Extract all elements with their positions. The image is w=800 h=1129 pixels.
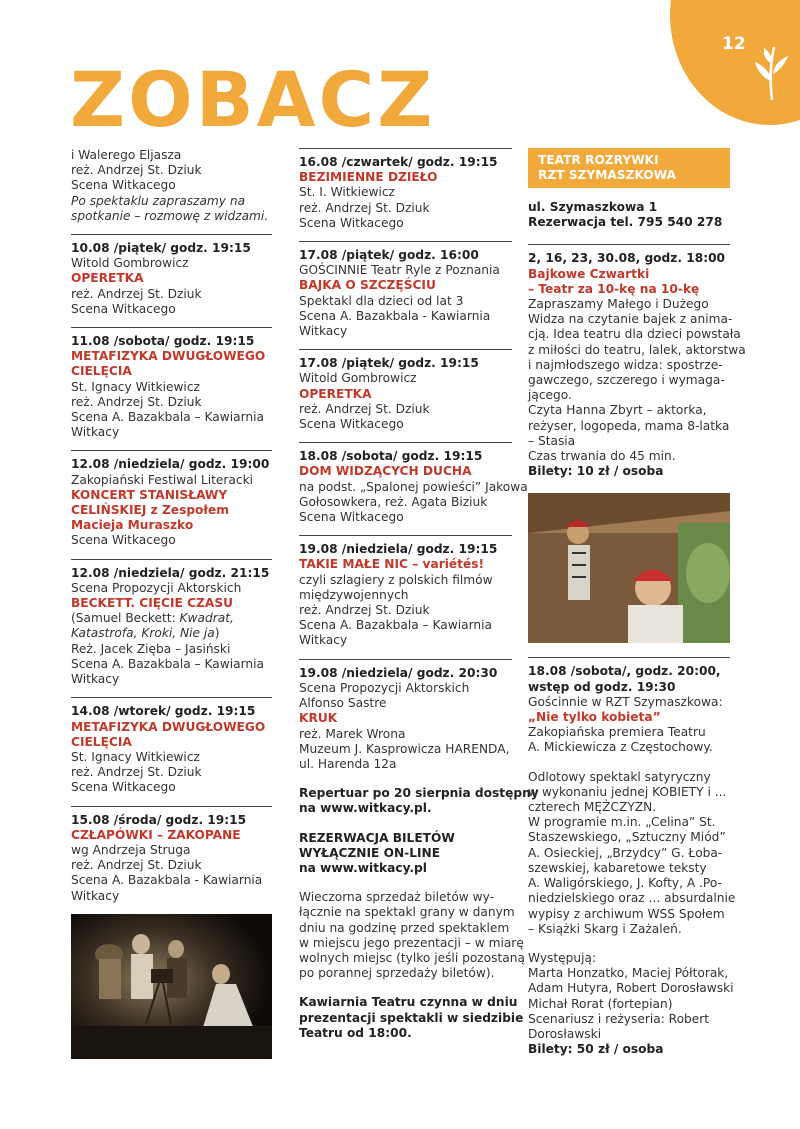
event-date: 12.08 /niedziela/ godz. 21:15 (71, 565, 270, 580)
theatre-photo-czlapowki (71, 914, 272, 1059)
event-block (71, 327, 272, 450)
event-title: Bajkowe Czwartki (528, 266, 650, 281)
address-line: ul. Szymaszkowa 1 (528, 200, 658, 214)
event-line: Czyta Hanna Zbyrt – aktorka, (528, 403, 707, 418)
event-line: St. Ignacy Witkiewicz (71, 749, 200, 764)
booking-line: REZERWACJA BILETÓW (299, 830, 455, 845)
event-line: Scena A. Bazakbala – Kawiarnia (71, 410, 264, 425)
event-line: Scena A. Bazakbala – Kawiarnia (71, 656, 264, 671)
event-line: Witkacy (299, 324, 348, 339)
event-pre: Scena Propozycji Aktorskich (299, 680, 470, 695)
event-desc: czterech MĘŻCZYZN. (528, 800, 657, 815)
event-title: OPERETKA (299, 386, 372, 401)
event-desc: niedzielskiego oraz ... absurdalnie (528, 891, 736, 906)
event-price: Bilety: 50 zł / osoba (528, 1042, 664, 1057)
event-line: St. I. Witkiewicz (299, 185, 395, 200)
event-line: Reż. Jacek Zięba – Jasiński (71, 641, 231, 656)
event-block (299, 241, 512, 349)
event-block (528, 657, 736, 1067)
event-date: 10.08 /piątek/ godz. 19:15 (71, 241, 251, 256)
event-date: 19.08 /niedziela/ godz. 20:30 (299, 665, 498, 680)
event-title: BEZIMIENNE DZIEŁO (299, 170, 438, 185)
event-date: wstęp od godz. 19:30 (528, 679, 676, 694)
event-date: 11.08 /sobota/ godz. 19:15 (71, 334, 255, 349)
event-pre: GOŚCINNIE Teatr Ryle z Poznania (299, 263, 500, 278)
event-note-part: (Samuel Beckett: (71, 611, 180, 626)
event-date: 14.08 /wtorek/ godz. 19:15 (71, 704, 256, 719)
event-line: międzywojennych (299, 587, 409, 602)
event-block (71, 234, 272, 327)
venue-address (528, 200, 730, 244)
event-desc: Staszewskiego, „Sztuczny Miód” (528, 830, 726, 845)
column-left (71, 148, 272, 1059)
event-title: – Teatr za 10-kę na 10-kę (528, 281, 700, 296)
event-block (299, 349, 512, 442)
event-line: reżyser, logopeda, mama 8-latka (528, 418, 730, 433)
event-line: Spektakl dla dzieci od lat 3 (299, 293, 464, 308)
event-title: KRUK (299, 711, 338, 726)
event-note-part: Katastrofa, Kroki, Nie ja (71, 626, 215, 641)
cast-line: Michał Rorat (fortepian) (528, 996, 673, 1011)
booking-note (299, 831, 512, 877)
event-note-part: ) (214, 626, 220, 641)
venue-header-line: TEATR ROZRYWKI (538, 153, 659, 167)
event-title: DOM WIDZĄCYCH DUCHA (299, 464, 472, 479)
page-number: 12 (722, 34, 746, 54)
event-block (71, 450, 272, 558)
event-line: wg Andrzeja Struga (71, 842, 191, 857)
event-title: CIELĘCIA (71, 734, 132, 749)
phone-line: Rezerwacja tel. 795 540 278 (528, 215, 723, 230)
event-block (299, 442, 528, 535)
cast-line: Scenariusz i reżyseria: Robert (528, 1011, 710, 1026)
repertoire-line: na www.witkacy.pl. (299, 801, 432, 816)
event-line: z miłości do teatru, lalek, aktorstwa (528, 342, 746, 357)
theatre-photo-puppet (528, 493, 730, 643)
event-line: – Stasia (528, 433, 576, 448)
event-line: Witkacy (299, 633, 348, 648)
event-line: Widza na czytanie bajek z anima- (528, 312, 733, 327)
booking-line: WYŁĄCZNIE ON-LINE (299, 845, 441, 860)
intro-line: i Walerego Eljasza (71, 148, 182, 162)
event-line: Scena Witkacego (71, 533, 176, 548)
event-block (71, 697, 272, 805)
event-note (71, 611, 272, 626)
cafe-line: Kawiarnia Teatru czynna w dniu (299, 995, 518, 1010)
event-desc: wypisy z archiwum WSS Społem (528, 906, 725, 921)
event-title: OPERETKA (71, 271, 144, 286)
sales-line: po porannej sprzedaży biletów). (299, 966, 495, 981)
event-block (299, 148, 512, 241)
event-title: CZŁAPÓWKI – ZAKOPANE (71, 827, 241, 842)
event-title: METAFIZYKA DWUGŁOWEGO (71, 349, 266, 364)
event-line: A. Mickiewicza z Częstochowy. (528, 740, 713, 755)
event-line: reż. Andrzej St. Dziuk (71, 394, 202, 409)
event-title: BAJKA O SZCZĘŚCIU (299, 278, 436, 293)
event-date: 12.08 /niedziela/ godz. 19:00 (71, 457, 270, 472)
event-line: Muzeum J. Kasprowicza HARENDA, (299, 741, 510, 756)
event-price: Bilety: 10 zł / osoba (528, 464, 664, 479)
event-note-part: Kwadrat, (179, 611, 234, 626)
column-right (528, 148, 746, 1067)
event-desc: W programie m.in. „Celina” St. (528, 815, 716, 830)
event-line: gawczego, szczerego i wymaga- (528, 373, 725, 388)
event-date: 18.08 /sobota/ godz. 19:15 (299, 449, 483, 464)
sales-line: w miejscu jego prezentacji – w miarę (299, 935, 524, 950)
venue-header-line: RZT SZYMASZKOWA (538, 168, 676, 182)
event-line: Witkacy (71, 425, 120, 440)
event-desc: w wykonaniu jednej KOBIETY i ... (528, 784, 727, 799)
intro-block (71, 148, 272, 234)
event-date: 19.08 /niedziela/ godz. 19:15 (299, 542, 498, 557)
event-line: Scena Witkacego (71, 780, 176, 795)
event-line: reż. Andrzej St. Dziuk (71, 286, 202, 301)
cafe-line: Teatru od 18:00. (299, 1025, 412, 1040)
event-pre: Zakopiański Festiwal Literacki (71, 472, 254, 487)
event-line: St. Ignacy Witkiewicz (71, 379, 200, 394)
page-title: ZOBACZ (70, 55, 436, 144)
event-title: BECKETT. CIĘCIE CZASU (71, 596, 233, 611)
sales-line: wolnych miejsc (tylko jeśli pozostaną (299, 950, 525, 965)
event-desc: A. Waligórskiego, J. Kofty, A .Po- (528, 876, 722, 891)
event-title: „Nie tylko kobieta” (528, 710, 661, 725)
intro-line: Scena Witkacego (71, 178, 176, 193)
event-line: reż. Andrzej St. Dziuk (71, 858, 202, 873)
event-line: Scena Witkacego (299, 215, 404, 230)
wheat-leaf-icon (752, 42, 792, 102)
event-line: ul. Harenda 12a (299, 756, 397, 771)
event-line: Scena Witkacego (71, 301, 176, 316)
event-line: Czas trwania do 45 min. (528, 449, 676, 464)
cafe-line: prezentacji spektakli w siedzibie (299, 1010, 524, 1025)
event-title: Macieja Muraszko (71, 518, 194, 533)
event-title: CIELĘCIA (71, 364, 132, 379)
cast-line: Dorosławski (528, 1026, 602, 1041)
repertoire-line: Repertuar po 20 sierpnia dostępny (299, 786, 539, 801)
event-date: 18.08 /sobota/, godz. 20:00, (528, 664, 721, 679)
repertoire-note (299, 786, 539, 816)
event-line: Scena A. Bazakbala - Kawiarnia (299, 308, 491, 323)
event-line: Gołosowkera, reż. Agata Biziuk (299, 494, 488, 509)
event-title: TAKIE MAŁE NIC – variétés! (299, 557, 485, 572)
event-line: reż. Andrzej St. Dziuk (71, 765, 202, 780)
cafe-info (299, 995, 524, 1041)
event-line: Witkacy (71, 672, 120, 687)
event-block (71, 559, 272, 698)
event-title: KONCERT STANISŁAWY (71, 487, 228, 502)
sales-line: łącznie na spektakl grany w danym (299, 905, 515, 920)
event-line: Scena Witkacego (299, 510, 404, 525)
booking-link[interactable]: na www.witkacy.pl (299, 860, 427, 875)
intro-note: Po spektaklu zapraszamy na (71, 193, 246, 208)
event-desc: szewskiej, kabaretowe teksty (528, 860, 707, 875)
event-line: Zakopiańska premiera Teatru (528, 725, 706, 740)
event-line: na podst. „Spalonej powieści” Jakowa (299, 479, 528, 494)
event-desc: – Książki Skarg i Zażaleń. (528, 921, 682, 936)
event-line: jącego. (528, 388, 572, 403)
event-title: METAFIZYKA DWUGŁOWEGO (71, 719, 266, 734)
event-pre: Gościnnie w RZT Szymaszkowa: (528, 694, 723, 709)
event-line: czyli szlagiery z polskich filmów (299, 572, 493, 587)
event-line: Scena Witkacego (299, 417, 404, 432)
sales-line: dniu na godzinę przed spektaklem (299, 920, 510, 935)
event-author: Witold Gombrowicz (71, 256, 189, 271)
event-line: reż. Marek Wrona (299, 726, 406, 741)
event-date: 15.08 /środa/ godz. 19:15 (71, 812, 247, 827)
intro-line: reż. Andrzej St. Dziuk (71, 163, 202, 178)
event-pre: Alfonso Sastre (299, 696, 387, 711)
event-block (299, 659, 512, 782)
event-date: 16.08 /czwartek/ godz. 19:15 (299, 155, 498, 169)
event-block (528, 244, 746, 489)
event-line: i najmłodszego widza: spostrze- (528, 357, 723, 372)
event-line: Scena A. Bazakbala - Kawiarnia (71, 873, 263, 888)
event-author: Witold Gombrowicz (299, 371, 417, 386)
cast-line: Adam Hutyra, Robert Dorosławski (528, 981, 734, 996)
event-date: 17.08 /piątek/ godz. 16:00 (299, 248, 479, 263)
event-line: Zapraszamy Małego i Dużego (528, 297, 709, 312)
event-date: 2, 16, 23, 30.08, godz. 18:00 (528, 251, 726, 266)
event-block (299, 535, 512, 658)
event-date: 17.08 /piątek/ godz. 19:15 (299, 356, 479, 371)
event-line: cją. Idea teatru dla dzieci powstała (528, 327, 741, 342)
venue-header (528, 148, 730, 188)
cast-heading: Występują: (528, 950, 597, 965)
event-line: reż. Andrzej St. Dziuk (299, 200, 430, 215)
sales-line: Wieczorna sprzedaż biletów wy- (299, 890, 494, 905)
event-title: CELIŃSKIEJ z Zespołem (71, 503, 229, 518)
event-desc: A. Osieckiej, „Brzydcy” G. Łoba- (528, 845, 723, 860)
sales-info (299, 890, 525, 981)
event-desc: Odlotowy spektakl satyryczny (528, 769, 711, 784)
event-note (71, 626, 272, 641)
column-middle (299, 148, 539, 1041)
cast-line: Marta Honzatko, Maciej Półtorak, (528, 966, 729, 981)
event-line: Witkacy (71, 888, 120, 903)
event-line: reż. Andrzej St. Dziuk (299, 401, 430, 416)
event-block (71, 806, 272, 914)
event-pre: Scena Propozycji Aktorskich (71, 580, 242, 595)
intro-note: spotkanie – rozmowę z widzami. (71, 208, 269, 223)
event-line: Scena A. Bazakbala – Kawiarnia (299, 618, 492, 633)
event-line: reż. Andrzej St. Dziuk (299, 603, 430, 618)
